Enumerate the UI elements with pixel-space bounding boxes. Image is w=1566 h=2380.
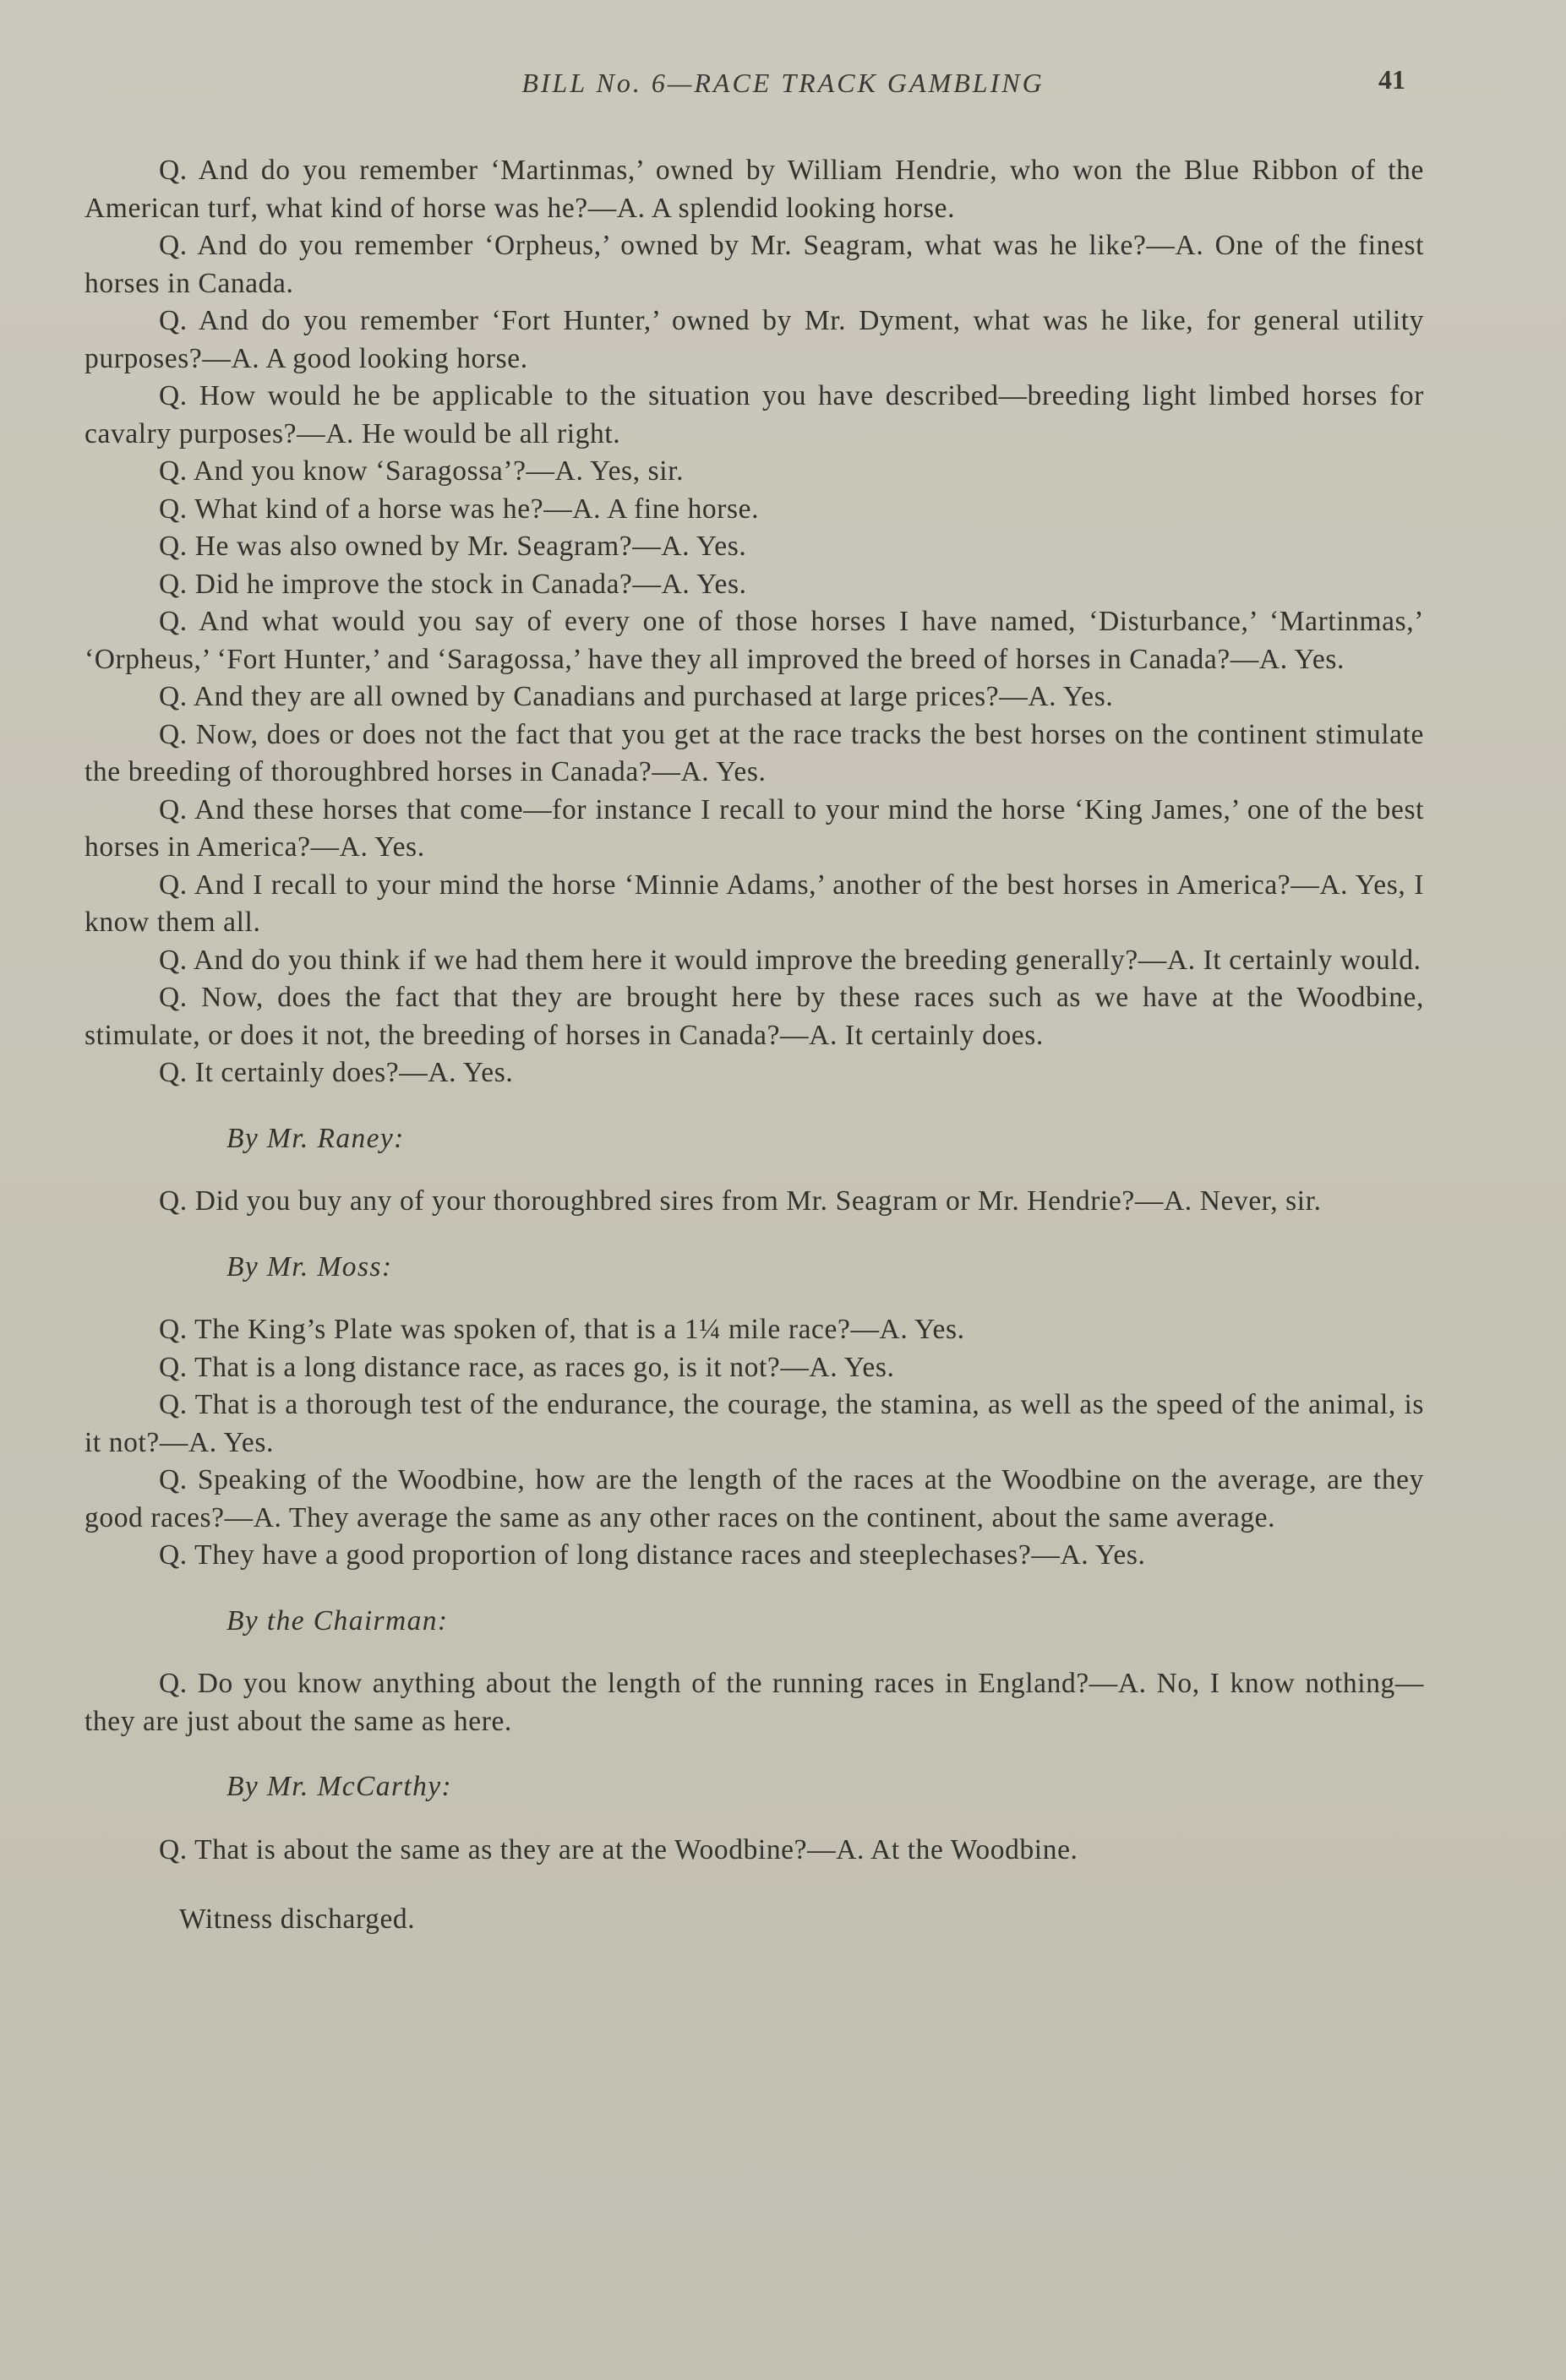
qa-paragraph: Q. And these horses that come—for instance I recall to your mind the horse ‘King James,’ one of the best horses in America?—A. Yes. xyxy=(85,793,1424,863)
qa-paragraph: Q. They have a good proportion of long distance races and steeplechases?—A. Yes. xyxy=(159,1539,1146,1571)
qa-paragraph: Q. It certainly does?—A. Yes. xyxy=(159,1057,514,1088)
qa-paragraph: Q. What kind of a horse was he?—A. A fine horse. xyxy=(159,493,760,525)
running-head: BILL No. 6—RACE TRACK GAMBLING xyxy=(521,68,1045,98)
qa-paragraph: Q. And you know ‘Saragossa’?—A. Yes, sir. xyxy=(159,455,685,487)
qa-paragraph: Q. And do you think if we had them here it would improve the breeding generally?—A. It certainly would. xyxy=(159,944,1421,976)
qa-paragraph: Q. Now, does the fact that they are brought here by these races such as we have at the Woodbine, stimulate, or does it not, the breeding of horses in Canada?—A. It certainly does. xyxy=(85,982,1424,1051)
qa-paragraph: Q. And they are all owned by Canadians and purchased at large prices?—A. Yes. xyxy=(159,681,1114,712)
qa-paragraph: Q. And I recall to your mind the horse ‘Minnie Adams,’ another of the best horses in America?—A. Yes, I know them all. xyxy=(85,869,1424,938)
speaker-heading: By Mr. McCarthy: xyxy=(226,1771,453,1802)
qa-paragraph: Q. That is about the same as they are at the Woodbine?—A. At the Woodbine. xyxy=(159,1833,1078,1865)
qa-paragraph: Q. And do you remember ‘Martinmas,’ owned by William Hendrie, who won the Blue Ribbon of the American turf, what kind of horse was he?—A. A splendid looking horse. xyxy=(85,155,1424,224)
qa-paragraph: Q. He was also owned by Mr. Seagram?—A. Yes. xyxy=(159,531,747,562)
qa-paragraph: Q. And what would you say of every one of those horses I have named, ‘Disturbance,’ ‘Martinmas,’ ‘Orpheus,’ ‘Fort Hunter,’ and ‘Saragossa,’ have they all improved the breed of horses in Canada?—A. Yes. xyxy=(85,606,1424,675)
qa-paragraph: Q. And do you remember ‘Fort Hunter,’ owned by Mr. Dyment, what was he like, for general utility purposes?—A. A good looking horse. xyxy=(85,305,1424,374)
speaker-heading: By Mr. Moss: xyxy=(226,1250,393,1283)
qa-paragraph: Q. Do you know anything about the length of the running races in England?—A. No, I know nothing—they are just about the same as here. xyxy=(85,1668,1424,1737)
page-number: 41 xyxy=(1378,64,1405,95)
qa-paragraph: Q. The King’s Plate was spoken of, that is a 1¼ mile race?—A. Yes. xyxy=(159,1314,965,1345)
closing-note: Witness discharged. xyxy=(179,1903,416,1935)
qa-paragraph: Q. Did you buy any of your thoroughbred sires from Mr. Seagram or Mr. Hendrie?—A. Never, sir. xyxy=(159,1185,1322,1217)
qa-paragraph: Q. How would he be applicable to the situation you have described—breeding light limbed horses for cavalry purposes?—A. He would be all right. xyxy=(85,380,1424,449)
qa-paragraph: Q. That is a thorough test of the endurance, the courage, the stamina, as well as the speed of the animal, is it not?—A. Yes. xyxy=(85,1389,1424,1458)
speaker-heading: By Mr. Raney: xyxy=(226,1122,405,1154)
qa-paragraph: Q. Did he improve the stock in Canada?—A. Yes. xyxy=(159,568,747,600)
speaker-heading: By the Chairman: xyxy=(226,1604,449,1637)
qa-paragraph: Q. Speaking of the Woodbine, how are the length of the races at the Woodbine on the average, are they good races?—A. They average the same as any other races on the continent, about the same average. xyxy=(85,1464,1424,1533)
transcript-body xyxy=(85,152,1424,1939)
page-header xyxy=(0,64,1566,118)
qa-paragraph: Q. And do you remember ‘Orpheus,’ owned by Mr. Seagram, what was he like?—A. One of the finest horses in Canada. xyxy=(85,230,1424,299)
qa-paragraph: Q. That is a long distance race, as races go, is it not?—A. Yes. xyxy=(159,1351,895,1383)
qa-paragraph: Q. Now, does or does not the fact that you get at the race tracks the best horses on the continent stimulate the breeding of thoroughbred horses in Canada?—A. Yes. xyxy=(85,718,1424,787)
